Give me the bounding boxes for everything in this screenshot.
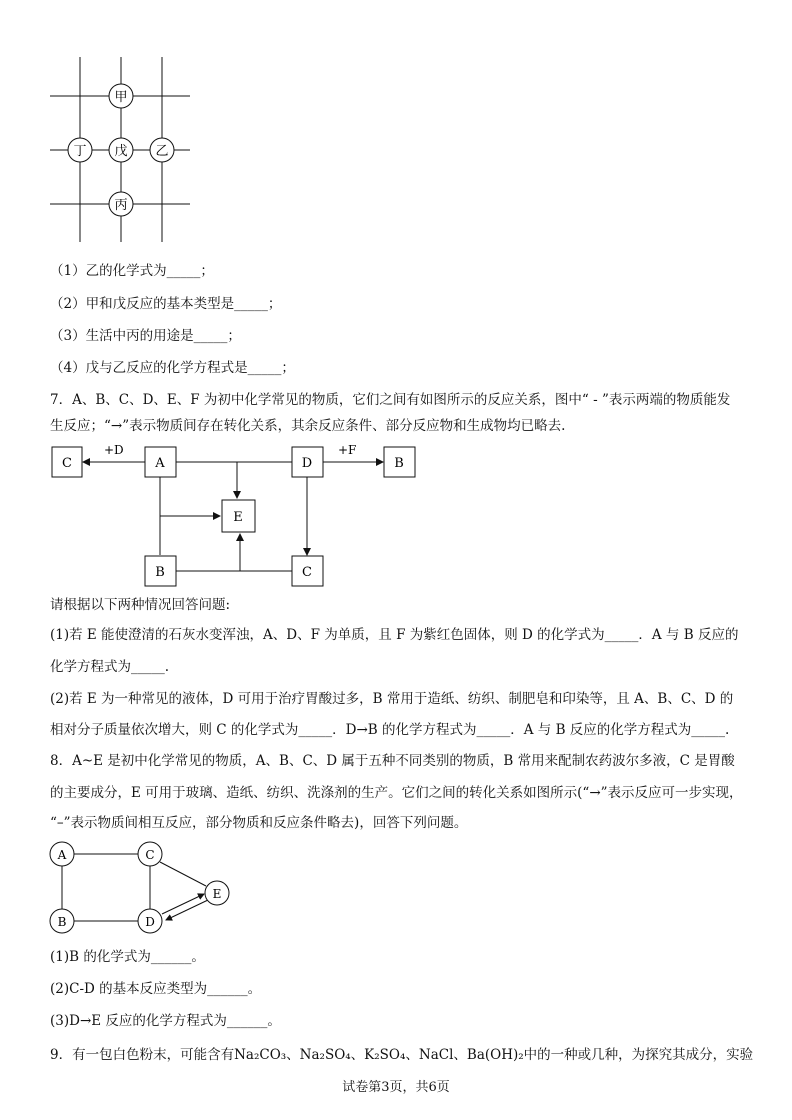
- box-c-bottom: [292, 556, 323, 586]
- svg-text:C: C: [145, 848, 155, 862]
- reaction-diagram-q7: [40, 438, 440, 590]
- svg-text:C: C: [62, 456, 72, 471]
- svg-text:B: B: [394, 456, 404, 471]
- q7-stem-line2: 生反应；“→”表示物质间存在转化关系，其余反应条件、部分反应物和生成物均已略去.: [50, 418, 566, 434]
- q7-part1-line1: (1)若 E 能使澄清的石灰水变浑浊，A、D、F 为单质，且 F 为紫红色固体，则 D 的化学式为_____．A 与 B 反应的: [50, 627, 739, 643]
- q6-sub1: （1）乙的化学式为_____；: [50, 263, 214, 279]
- q7-part2-line1: (2)若 E 为一种常见的液体，D 可用于治疗胃酸过多，B 常用于造纸、纺织、制肥皂和印染等，且 A、B、C、D 的: [50, 691, 734, 707]
- q6-sub2: （2）甲和戊反应的基本类型是_____；: [50, 296, 282, 312]
- svg-text:E: E: [233, 510, 243, 525]
- q6-sub4: （4）戊与乙反应的化学方程式是_____；: [50, 360, 295, 376]
- box-a: [145, 447, 176, 477]
- node-jia: [109, 84, 133, 108]
- q9-stem-line1: [50, 1046, 753, 1064]
- box-b-bottom: [145, 556, 176, 586]
- svg-text:D: D: [145, 915, 155, 929]
- node-yi: [150, 138, 174, 162]
- svg-text:A: A: [155, 456, 165, 471]
- svg-text:丁: 丁: [73, 144, 87, 159]
- node-b: [50, 909, 74, 933]
- q8-stem-line2: 的主要成分，E 可用于玻璃、造纸、纺织、洗涤剂的生产。它们之间的转化关系如图所示(“→”表示反应可一步实现，: [50, 785, 743, 801]
- node-d: [138, 909, 162, 933]
- node-bing: [109, 192, 133, 216]
- node-e: [205, 881, 229, 905]
- reaction-diagram-q8: [40, 838, 240, 942]
- q7-stem-line1: 7．A、B、C、D、E、F 为初中化学常见的物质，它们之间有如图所示的反应关系，图中“ - ”表示两端的物质能发: [50, 392, 731, 408]
- box-b-right: [384, 447, 415, 477]
- q8-sub2: (2)C-D 的基本反应类型为______。: [50, 981, 262, 997]
- q9-lead: 9．有一包白色粉末，可能含有: [50, 1047, 235, 1063]
- node-a: [50, 842, 74, 866]
- q7-part2-line2: 相对分子质量依次增大，则 C 的化学式为_____．D→B 的化学方程式为_____．A 与 B 反应的化学方程式为_____.: [50, 722, 730, 738]
- grid-diagram: [40, 52, 200, 247]
- node-c: [138, 842, 162, 866]
- svg-text:B: B: [57, 915, 67, 929]
- q6-sub3: （3）生活中丙的用途是_____；: [50, 328, 241, 344]
- box-e: [222, 500, 255, 532]
- svg-text:丙: 丙: [114, 198, 128, 213]
- node-wu: [109, 138, 133, 162]
- label-plus-f: +F: [338, 443, 357, 457]
- svg-text:D: D: [301, 456, 313, 471]
- q8-sub1: (1)B 的化学式为______。: [50, 949, 205, 965]
- box-c-left: [52, 447, 82, 477]
- q8-stem-line3: “–”表示物质间相互反应，部分物质和反应条件略去)，回答下列问题。: [50, 815, 468, 831]
- svg-text:乙: 乙: [155, 144, 169, 159]
- q8-stem-line1: 8．A~E 是初中化学常见的物质，A、B、C、D 属于五种不同类别的物质，B 常用来配制农药波尔多液，C 是胃酸: [50, 753, 735, 769]
- page-footer: 试卷第3页，共6页: [342, 1080, 450, 1095]
- svg-text:甲: 甲: [114, 90, 128, 105]
- label-plus-d: +D: [104, 443, 124, 457]
- q8-sub3: (3)D→E 反应的化学方程式为______。: [50, 1013, 281, 1029]
- svg-text:B: B: [155, 565, 165, 580]
- q9-chemicals: Na₂CO₃、Na₂SO₄、K₂SO₄、NaCl、Ba(OH)₂: [234, 1047, 524, 1063]
- q7-part1-line2: 化学方程式为_____.: [50, 659, 170, 675]
- svg-text:戊: 戊: [114, 144, 128, 159]
- q7-intro: 请根据以下两种情况回答问题:: [50, 597, 231, 613]
- svg-text:A: A: [57, 848, 67, 862]
- box-d: [292, 447, 323, 477]
- svg-text:E: E: [212, 887, 222, 901]
- svg-text:C: C: [302, 565, 312, 580]
- q9-tail: 中的一种或几种，为探究其成分，实验: [523, 1047, 754, 1063]
- node-ding: [68, 138, 92, 162]
